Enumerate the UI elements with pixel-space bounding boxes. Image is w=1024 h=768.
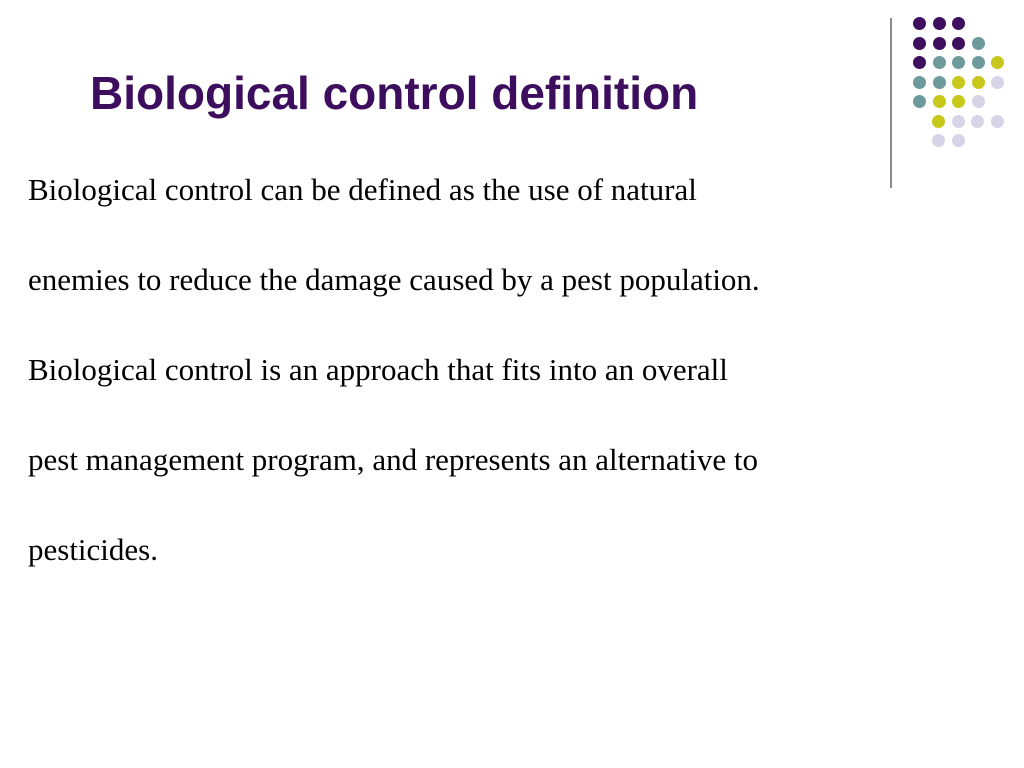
decoration-dot [913, 17, 926, 30]
slide-title: Biological control definition [90, 67, 699, 119]
decoration-dot [913, 95, 926, 108]
decoration-dot [933, 76, 946, 89]
body-line-1: Biological control can be defined as the use of natural [28, 172, 697, 207]
decoration-dot [932, 134, 945, 147]
decoration-dot [952, 115, 965, 128]
decoration-dot [913, 76, 926, 89]
decoration-dot [952, 17, 965, 30]
decoration-dot [952, 56, 965, 69]
decoration-dot [913, 56, 926, 69]
decoration-dot [972, 76, 985, 89]
slide-body [28, 166, 988, 616]
decoration-dot [952, 37, 965, 50]
vertical-divider [890, 18, 892, 188]
decoration-dot [991, 115, 1004, 128]
body-line-2: enemies to reduce the damage caused by a pest population. [28, 262, 760, 297]
decoration-dot [913, 37, 926, 50]
decoration-dot [933, 95, 946, 108]
decoration-dot [933, 56, 946, 69]
decoration-dot [972, 56, 985, 69]
body-line-3: Biological control is an approach that fits into an overall [28, 352, 728, 387]
decoration-dot [933, 37, 946, 50]
decoration-dot [972, 95, 985, 108]
decoration-dot [932, 115, 945, 128]
decoration-dot [933, 17, 946, 30]
body-line-5: pesticides. [28, 532, 158, 567]
decoration-dot [952, 76, 965, 89]
body-line-4: pest management program, and represents an alternative to [28, 442, 758, 477]
decoration-dot [971, 115, 984, 128]
decoration-dot [952, 95, 965, 108]
decoration-dot [972, 37, 985, 50]
decoration-dot [991, 76, 1004, 89]
decoration-dot [991, 56, 1004, 69]
decoration-dot [952, 134, 965, 147]
